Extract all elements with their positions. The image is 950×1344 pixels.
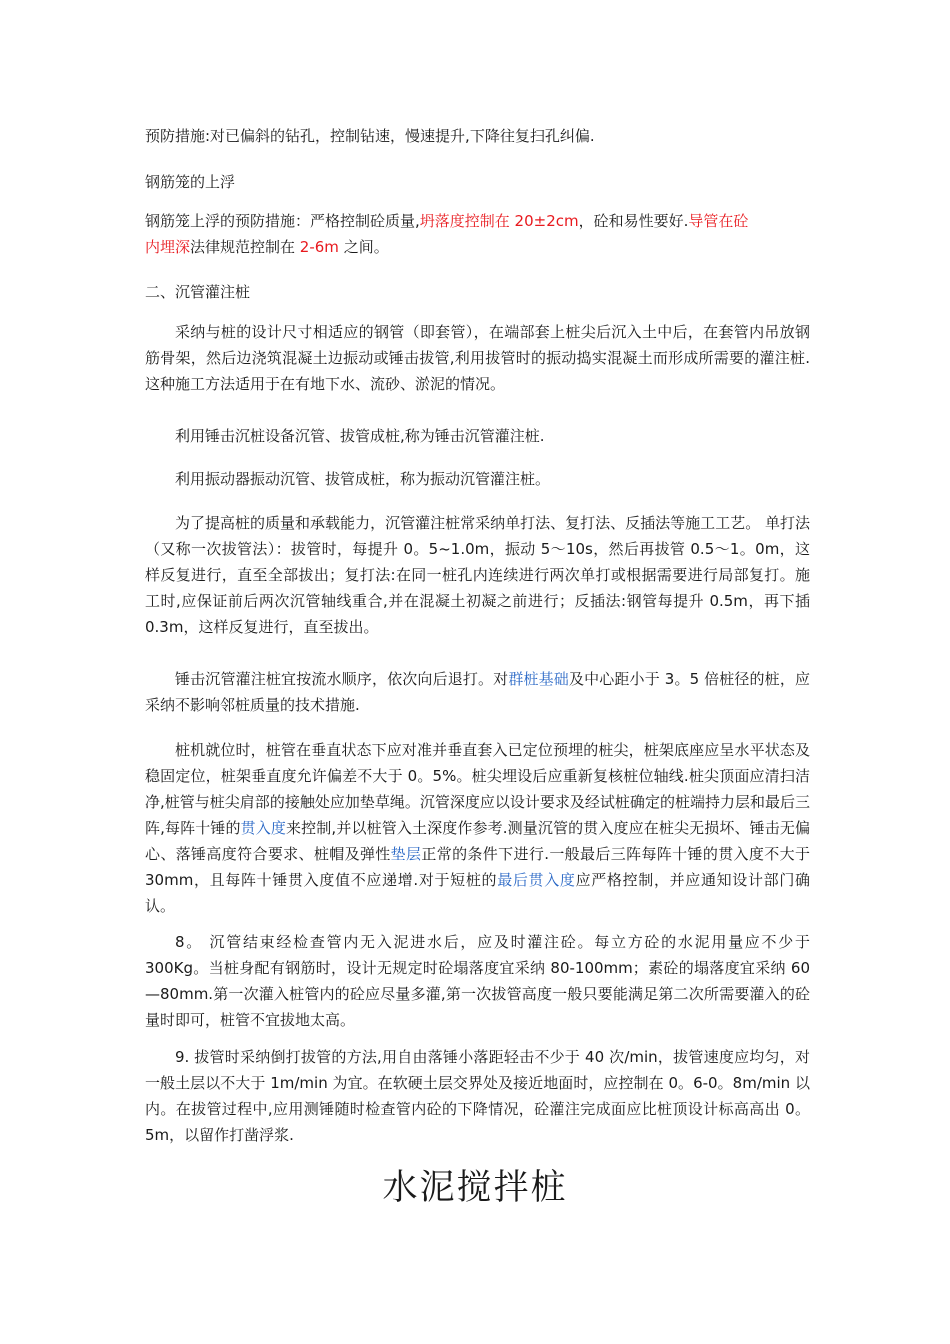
section-heading-tube-pile: 二、沉管灌注桩 xyxy=(145,283,251,301)
title-cement-mixing-pile: 水泥搅拌桩 xyxy=(382,1168,568,1208)
cage-text-2: ，砼和易性要好. xyxy=(578,212,689,230)
cage-text-4: 之间。 xyxy=(338,238,389,256)
positioning-text-c: 正常的条件下进行.一般最后三阵每阵十锤的贯入度不大于 30mm，且每阵十锤贯入度值不应递增.对于短桩的 xyxy=(145,845,810,889)
cage-float-paragraph xyxy=(145,208,810,260)
positioning-text-d: 应严格控制，并应通知设计部门确认。 xyxy=(145,871,810,915)
cage-text-1: 钢筋笼上浮的预防措施：严格控制砼质量, xyxy=(145,212,420,230)
paragraph-methods: 为了提高桩的质量和承载能力，沉管灌注桩常采纳单打法、复打法、反插法等施工工艺。 单打法（又称一次拔管法）：拔管时，每提升 0。5~1.0m，振动 5～10s，然后再拔管 0.5～1。0m，这样反复进行，直至全部拔出；复打法:在同一桩孔内连续进行两次单打或根据需要进行局部复打。施工时,应保证前后两次沉管轴线重合,并在混凝土初凝之前进行；反插法:钢管每提升 0.5m，再下插 0.3m，这样反复进行，直至拔出。 xyxy=(145,514,810,636)
positioning-text-b: 来控制,并以桩管入土深度作参考.测量沉管的贯入度应在桩尖无损坏、锤击无偏心、落锤高度符合要求、桩帽及弹性 xyxy=(145,819,810,863)
paragraph-casing-method: 采纳与桩的设计尺寸相适应的钢管（即套管），在端部套上桩尖后沉入土中后，在套管内吊放钢筋骨架，然后边浇筑混凝土边振动或锤击拔管,利用拔管时的振动捣实混凝土而形成所需要的灌注桩.这种施工方法适用于在有地下水、流砂、淤泥的情况。 xyxy=(145,323,810,393)
prevention-line: 预防措施:对已偏斜的钻孔，控制钻速，慢速提升,下降往复扫孔纠偏. xyxy=(145,127,595,145)
paragraph-vibration-pile: 利用振动器振动沉管、拔管成桩，称为振动沉管灌注桩。 xyxy=(175,470,551,488)
paragraph-item-9: 9. 拔管时采纳倒打拔管的方法,用自由落锤小落距轻击不少于 40 次/min，拔管速度应均匀，对一般土层以不大于 1m/min 为宜。在软硬土层交界处及接近地面时，应控制在 0。6-0。8m/min 以内。在拔管过程中,应用测锤随时检查管内砼的下降情况，砼灌注完成面应比桩顶设计标高高出 0。5m，以留作打凿浮浆. xyxy=(145,1048,810,1144)
sequence-text-b: 及中心距小于 3。5 倍桩径的桩，应采纳不影响邻桩质量的技术措施. xyxy=(145,670,810,714)
paragraph-hammer-pile: 利用锤击沉桩设备沉管、拔管成桩,称为锤击沉管灌注桩. xyxy=(175,427,545,445)
heading-cage-float: 钢筋笼的上浮 xyxy=(145,173,236,191)
depth-range-highlight: 2-6m xyxy=(299,238,339,256)
paragraph-sequence xyxy=(145,666,810,718)
positioning-text-a: 桩机就位时，桩管在垂直状态下应对准并垂直套入已定位预埋的桩尖，桩架底座应呈水平状态及稳固定位，桩架垂直度允许偏差不大于 0。5%。桩尖埋设后应重新复核桩位轴线.桩尖顶面应清扫洁净,桩管与桩尖肩部的接触处应加垫草绳。沉管深度应以设计要求及经试桩确定的桩端持力层和最后三阵,每阵十锤的 xyxy=(145,741,810,837)
link-penetration[interactable]: 贯入度 xyxy=(240,819,287,837)
sequence-text-a: 锤击沉管灌注桩宜按流水顺序，依次向后退打。对 xyxy=(175,670,509,688)
cage-text-3: 法律规范控制在 xyxy=(190,238,300,256)
link-group-pile-foundation[interactable]: 群桩基础 xyxy=(508,670,569,688)
link-final-penetration[interactable]: 最后贯入度 xyxy=(497,871,576,889)
paragraph-item-8: 8。 沉管结束经检查管内无入泥进水后，应及时灌注砼。每立方砼的水泥用量应不少于 300Kg。当桩身配有钢筋时，设计无规定时砼塌落度宜采纳 80-100mm；素砼的塌落度宜采纳 60—80mm.第一次灌入桩管内的砼应尽量多灌,第一次拔管高度一般只要能满足第二次所需要灌入的砼量时即可，桩管不宜拔地太高。 xyxy=(145,933,810,1029)
slump-control-highlight: 坍落度控制在 20±2cm xyxy=(419,212,579,230)
paragraph-positioning xyxy=(145,737,810,919)
pipe-depth-highlight: 导管在砼 xyxy=(688,212,749,230)
link-cushion-layer[interactable]: 垫层 xyxy=(390,845,422,863)
burial-depth-highlight: 内埋深 xyxy=(145,238,191,256)
